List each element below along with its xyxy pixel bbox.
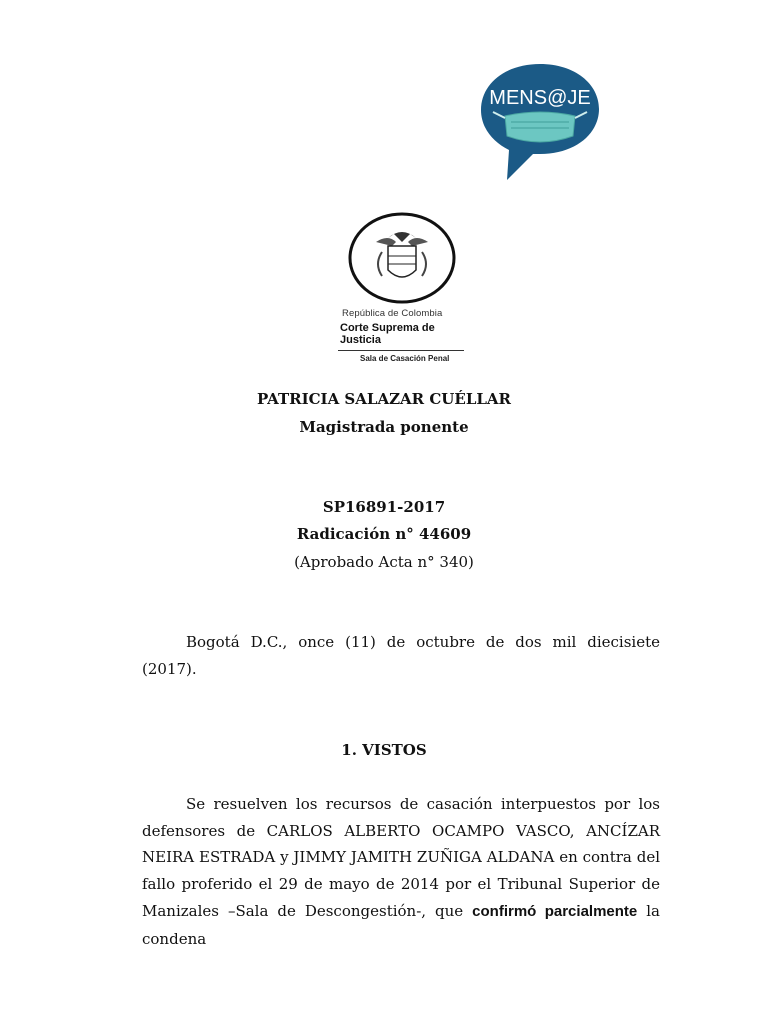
body-paragraph (142, 791, 660, 952)
body-text-2: la condena (142, 901, 660, 948)
radicacion: Radicación n° 44609 (296, 525, 472, 543)
magistrate-role: Magistrada ponente (299, 418, 469, 436)
court-name: Corte Suprema de Justicia (340, 322, 435, 346)
body-bold: confirmó parcialmente (472, 902, 638, 920)
date-paragraph (142, 629, 660, 682)
chamber-name: Sala de Casación Penal (360, 354, 450, 363)
date-text: Bogotá D.C., once (11) de octubre de dos mil diecisiete (2017). (142, 633, 660, 678)
mensaje-logo (475, 62, 605, 182)
mensaje-text: MENS@JE (489, 87, 591, 109)
court-label (338, 308, 468, 363)
body-text-1: Se resuelven los recursos de casación interpuestos por los defensores de CARLOS ALBERTO OCAMPO VASCO, ANCÍZAR NEIRA ESTRADA y JIMMY JAMITH ZUÑIGA ALDANA en contra del fallo proferido el 29 de mayo de 2014 por el Tribunal Superior de Manizales –Sala de Descongestión-, que (142, 795, 660, 920)
court-seal-icon (348, 212, 458, 304)
acta: (Aprobado Acta n° 340) (294, 553, 474, 571)
country-label: República de Colombia (342, 308, 443, 319)
divider (338, 350, 464, 351)
magistrate-name: PATRICIA SALAZAR CUÉLLAR (256, 390, 512, 408)
case-id: SP16891-2017 (322, 498, 446, 516)
section-title: 1. VISTOS (341, 741, 427, 759)
